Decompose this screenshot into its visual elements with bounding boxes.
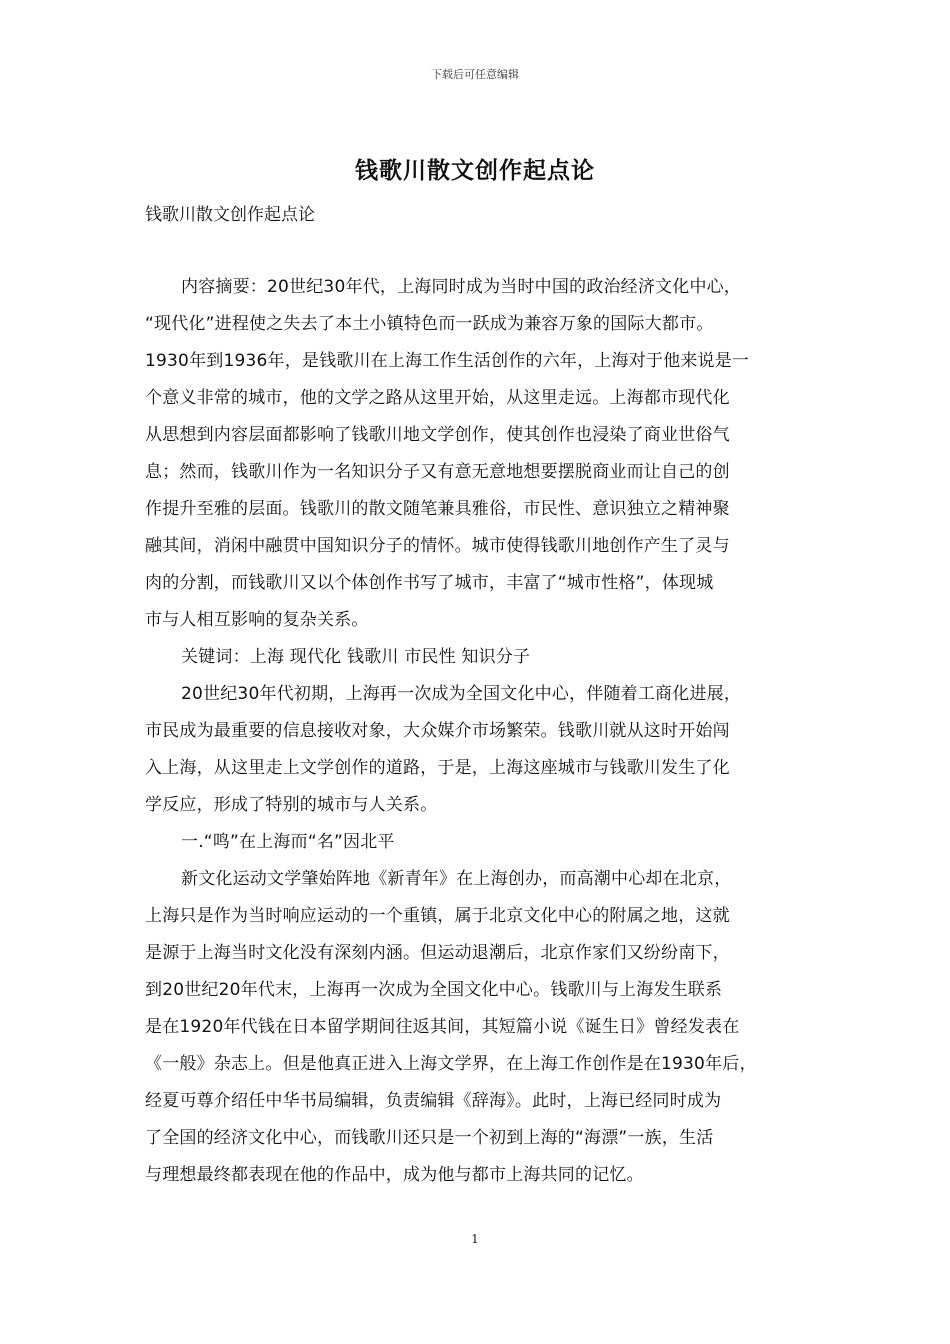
text-line: 新文化运动文学肇始阵地《新青年》在上海创办，而高潮中心却在北京， <box>181 869 732 889</box>
text-line: 作提升至雅的层面。钱歌川的散文随笔兼具雅俗，市民性、意识独立之精神聚 <box>145 499 730 519</box>
text-line: 学反应，形成了特别的城市与人关系。 <box>145 795 438 815</box>
text-line: 融其间，消闲中融贯中国知识分子的情怀。城市使得钱歌川地创作产生了灵与 <box>145 536 730 556</box>
page-number: 1 <box>471 1232 479 1246</box>
page-header: 下载后可任意编辑 <box>431 68 519 81</box>
document-subtitle: 钱歌川散文创作起点论 <box>145 205 315 225</box>
text-line: 是在1920年代钱在日本留学期间往返其间，其短篇小说《诞生日》曾经发表在 <box>145 1017 740 1037</box>
text-line: 是源于上海当时文化没有深刻内涵。但运动退潮后，北京作家们又纷纷南下， <box>145 943 730 963</box>
text-line: 内容摘要：20世纪30年代，上海同时成为当时中国的政治经济文化中心， <box>181 277 742 297</box>
text-line: 市民成为最重要的信息接收对象，大众媒介市场繁荣。钱歌川就从这时开始闯 <box>145 721 730 741</box>
text-line: 个意义非常的城市，他的文学之路从这里开始，从这里走远。上海都市现代化 <box>145 388 730 408</box>
text-line: 与理想最终都表现在他的作品中，成为他与都市上海共同的记忆。 <box>145 1165 644 1185</box>
text-line: 上海只是作为当时响应运动的一个重镇，属于北京文化中心的附属之地，这就 <box>145 906 730 926</box>
text-line: 1930年到1936年，是钱歌川在上海工作生活创作的六年，上海对于他来说是一 <box>145 351 750 371</box>
text-line: 关键词：上海 现代化 钱歌川 市民性 知识分子 <box>181 647 531 667</box>
document-title: 钱歌川散文创作起点论 <box>355 158 595 184</box>
text-line: 息；然而，钱歌川作为一名知识分子又有意无意地想要摆脱商业而让自己的创 <box>145 462 730 482</box>
text-line: 一.“鸣”在上海而“名”因北平 <box>181 832 395 852</box>
text-line: 肉的分割，而钱歌川又以个体创作书写了城市，丰富了“城市性格”，体现城 <box>145 573 714 593</box>
text-line: 20世纪30年代初期，上海再一次成为全国文化中心，伴随着工商化进展， <box>181 684 742 704</box>
text-line: 从思想到内容层面都影响了钱歌川地文学创作，使其创作也浸染了商业世俗气 <box>145 425 730 445</box>
text-line: 经夏丏尊介绍任中华书局编辑，负责编辑《辞海》。此时，上海已经同时成为 <box>145 1091 722 1111</box>
text-line: 《一般》杂志上。但是他真正进入上海文学界，在上海工作创作是在1930年后， <box>145 1054 757 1074</box>
text-line: “现代化”进程使之失去了本土小镇特色而一跃成为兼容万象的国际大都市。 <box>145 314 714 334</box>
text-line: 到20世纪20年代末，上海再一次成为全国文化中心。钱歌川与上海发生联系 <box>145 980 723 1000</box>
text-line: 了全国的经济文化中心，而钱歌川还只是一个初到上海的“海漂”一族，生活 <box>145 1128 714 1148</box>
body-text <box>145 272 810 1197</box>
text-line: 入上海，从这里走上文学创作的道路，于是，上海这座城市与钱歌川发生了化 <box>145 758 730 778</box>
text-line: 市与人相互影响的复杂关系。 <box>145 610 369 630</box>
